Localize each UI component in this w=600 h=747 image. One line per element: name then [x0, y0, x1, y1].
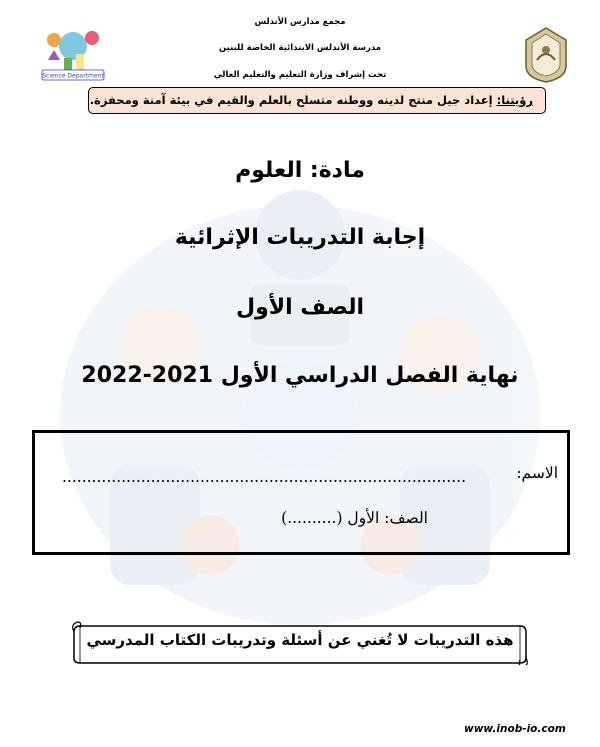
student-class-field[interactable]: الصف: الأول (..........) — [281, 509, 428, 527]
notice-text: هذه التدريبات لا تُغني عن أسئلة وتدريبات الكتاب المدرسي — [86, 631, 514, 649]
footer-url[interactable]: www.inob-io.com — [464, 723, 566, 735]
science-department-caption: Science Department — [42, 72, 104, 80]
ministry-supervision: تحت إشراف وزارة التعليم والتعليم العالي — [213, 70, 387, 80]
vision-statement-box — [88, 87, 546, 114]
student-name-label: الاسم: — [516, 464, 558, 482]
complex-name: مجمع مدارس الأندلس — [254, 17, 346, 27]
school-crest-logo — [523, 26, 569, 84]
school-name: مدرسة الأندلس الابتدائية الخاصة للبنين — [218, 43, 382, 53]
science-department-logo — [40, 20, 106, 82]
student-name-field[interactable]: .................................................................................. — [62, 468, 467, 486]
student-info-box — [32, 430, 570, 555]
vision-text: إعداد جيل منتج لدينه ووطنه متسلح بالعلم والقيم في بيئة آمنة ومحفزة. — [89, 93, 493, 107]
answers-title: إجابة التدريبات الإثرائية — [174, 225, 426, 250]
vision-label: رؤيتنا: — [496, 93, 533, 107]
term-title: نهاية الفصل الدراسي الأول 2021-2022 — [81, 363, 519, 388]
notice-scroll-banner — [70, 620, 530, 665]
subject-title: مادة: العلوم — [235, 158, 365, 183]
grade-title: الصف الأول — [235, 295, 365, 320]
